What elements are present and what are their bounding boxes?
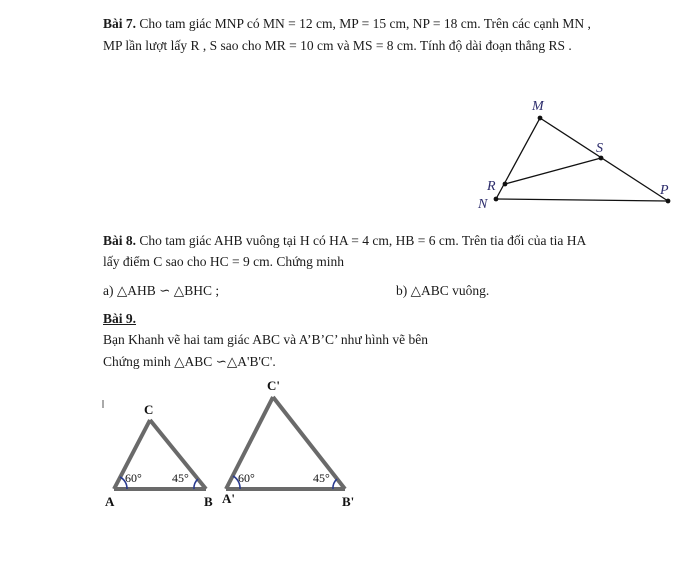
bai9-number: Bài 9. bbox=[103, 311, 137, 326]
label-c1: C' bbox=[267, 378, 280, 393]
label-b: B bbox=[204, 494, 213, 509]
bai8-part-b: b) △ABC vuông. bbox=[396, 283, 490, 298]
label-r: R bbox=[487, 179, 496, 194]
label-c: C bbox=[144, 402, 154, 417]
angle-b-label: 45° bbox=[172, 471, 189, 485]
edge-mn bbox=[496, 118, 540, 199]
label-p: P bbox=[660, 183, 669, 198]
bai7-text-2: MP lần lượt lấy R , S sao cho MR = 10 cm và MS = 8 cm. Tính độ dài đoạn thẳng RS . bbox=[103, 38, 572, 53]
arc-angle-b bbox=[194, 479, 198, 489]
label-n: N bbox=[478, 197, 488, 212]
label-s: S bbox=[596, 141, 603, 156]
bai7-text-1: Cho tam giác MNP có MN = 12 cm, MP = 15 cm, NP = 18 cm. Trên các cạnh MN , bbox=[139, 16, 591, 31]
segment-rs bbox=[505, 158, 601, 184]
point-p bbox=[666, 199, 671, 204]
arc-angle-a1 bbox=[233, 476, 240, 489]
label-m: M bbox=[532, 99, 544, 114]
bai7-number: Bài 7. bbox=[103, 16, 137, 31]
label-a1: A' bbox=[222, 491, 235, 506]
bai8-line1 bbox=[103, 233, 586, 249]
point-s bbox=[599, 156, 604, 161]
bai9-text-2: Chứng minh △ABC ∽△A'B'C'. bbox=[103, 354, 276, 369]
triangle-a1b1c1 bbox=[226, 397, 345, 489]
bai7-line1 bbox=[103, 16, 591, 32]
arc-angle-b1 bbox=[333, 479, 337, 489]
bai8-number: Bài 8. bbox=[103, 233, 137, 248]
edge-mp bbox=[540, 118, 668, 201]
point-m bbox=[538, 116, 543, 121]
bai8-text-1: Cho tam giác AHB vuông tại H có HA = 4 cm, HB = 6 cm. Trên tia đối của tia HA bbox=[139, 233, 587, 248]
point-n bbox=[494, 197, 499, 202]
point-r bbox=[503, 182, 508, 187]
arc-angle-a bbox=[120, 477, 127, 489]
angle-b1-label: 45° bbox=[313, 471, 330, 485]
edge-np bbox=[496, 199, 668, 201]
bai8-text-2: lấy điểm C sao cho HC = 9 cm. Chứng minh bbox=[103, 254, 345, 269]
bai9-text-1: Bạn Khanh vẽ hai tam giác ABC và A’B’C’ như hình vẽ bên bbox=[103, 332, 429, 347]
bai8-part-a: a) △AHB ∽ △BHC ; bbox=[103, 283, 220, 298]
angle-a1-label: 60° bbox=[238, 471, 255, 485]
label-b1: B' bbox=[342, 494, 355, 509]
triangle-abc bbox=[114, 420, 206, 489]
angle-a-label: 60° bbox=[125, 471, 142, 485]
label-a: A bbox=[105, 494, 115, 509]
